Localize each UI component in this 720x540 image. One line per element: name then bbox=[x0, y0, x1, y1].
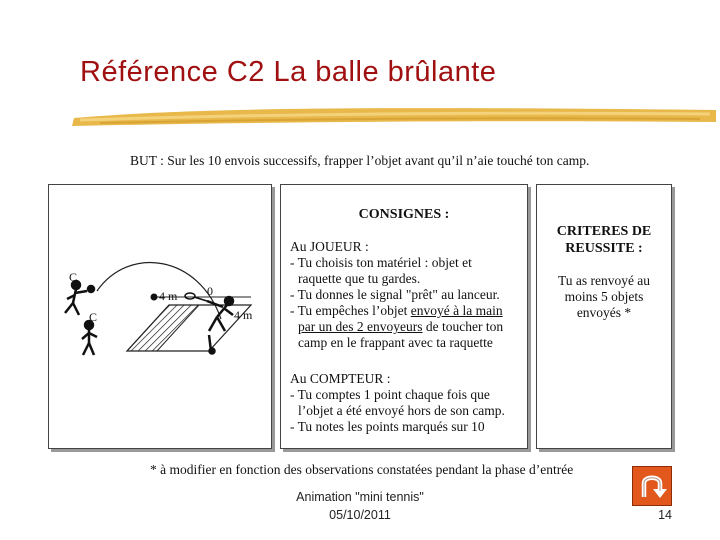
thrower-figure-2 bbox=[82, 321, 97, 355]
criteres-panel bbox=[536, 184, 672, 449]
criteres-title-line-2: REUSSITE : bbox=[565, 241, 643, 256]
ball-marker bbox=[151, 294, 158, 301]
compteur-item-2: - Tu notes les points marqués sur 10 bbox=[290, 419, 485, 434]
brush-stroke-divider bbox=[70, 100, 720, 130]
label-4m-top: 4 m bbox=[159, 289, 178, 303]
label-4m-side: 4 m bbox=[234, 308, 253, 322]
joueur-block bbox=[290, 239, 521, 351]
criteres-text-line-1: Tu as renvoyé au bbox=[557, 273, 651, 288]
compteur-item-1: - Tu comptes 1 point chaque fois que bbox=[290, 387, 490, 402]
criteres-title bbox=[541, 223, 667, 257]
criteres-title-line-1: CRITERES DE bbox=[556, 224, 652, 239]
label-c-2: C bbox=[89, 310, 98, 324]
joueur-item-3b-underlined: par un des 2 envoyeurs bbox=[298, 319, 423, 334]
joueur-item-2: - Tu donnes le signal "prêt" au lanceur. bbox=[290, 287, 500, 302]
joueur-item-3b-post: de toucher ton bbox=[422, 319, 504, 334]
compteur-role: Au COMPTEUR : bbox=[290, 371, 391, 386]
joueur-item-3-underlined: envoyé à la main bbox=[410, 303, 503, 318]
label-zero: 0 bbox=[207, 284, 213, 298]
consignes-panel bbox=[280, 184, 528, 449]
criteres-text bbox=[541, 273, 667, 321]
compteur-item-1b: l’objet a été envoyé hors de son camp. bbox=[298, 403, 505, 418]
footnote: * à modifier en fonction des observations constatées pendant la phase d’entrée bbox=[150, 462, 574, 477]
target-figure bbox=[209, 335, 215, 354]
criteres-text-line-3: envoyés * bbox=[576, 305, 632, 320]
footer-title: Animation "mini tennis" bbox=[296, 490, 424, 504]
footer-date: 05/10/2011 bbox=[329, 508, 391, 522]
court-outline bbox=[127, 305, 251, 351]
joueur-item-3c: camp en le frappant avec ta raquette bbox=[298, 335, 493, 350]
joueur-item-3 bbox=[290, 303, 521, 319]
page-number: 14 bbox=[658, 508, 672, 522]
joueur-item-1b: raquette que tu gardes. bbox=[298, 271, 421, 286]
joueur-item-3-pre: - Tu empêches l’objet bbox=[290, 303, 411, 318]
consignes-title: CONSIGNES : bbox=[358, 207, 450, 222]
field-diagram bbox=[49, 185, 271, 448]
criteres-text-line-2: moins 5 objets bbox=[564, 289, 644, 304]
objective-text: BUT : Sur les 10 envois successifs, frapper l’objet avant qu’il n’aie touché ton camp. bbox=[130, 153, 590, 168]
field-diagram-panel bbox=[48, 184, 272, 449]
joueur-role: Au JOUEUR : bbox=[290, 239, 369, 254]
return-button[interactable] bbox=[632, 466, 672, 506]
slide-title: Référence C2 La balle brûlante bbox=[80, 56, 497, 88]
compteur-block bbox=[290, 371, 521, 435]
joueur-item-3b bbox=[290, 319, 521, 335]
u-turn-arrow-icon bbox=[633, 467, 671, 505]
label-c-1: C bbox=[69, 270, 78, 284]
joueur-item-1: - Tu choisis ton matériel : objet et bbox=[290, 255, 472, 270]
